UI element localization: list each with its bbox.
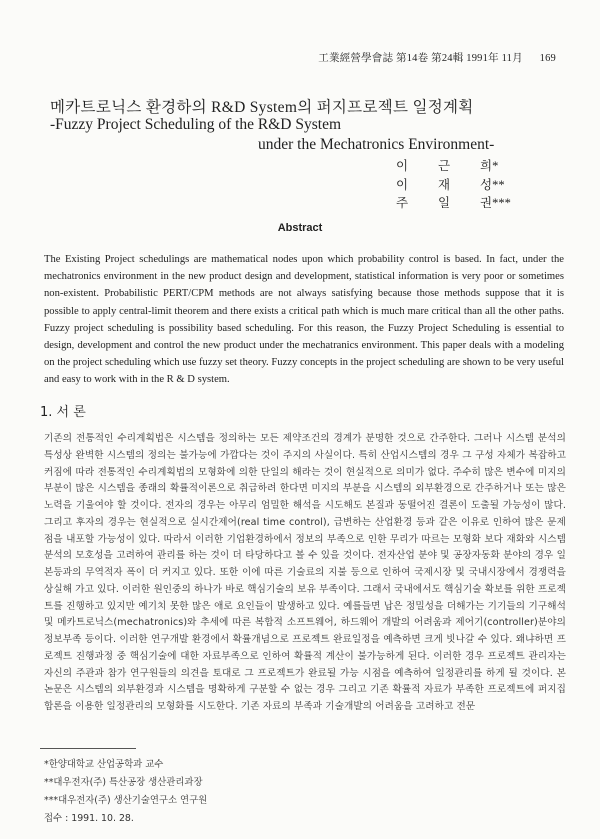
body-paragraph: 기존의 전통적인 수리계획법은 시스템을 정의하는 모든 제약조건의 경계가 분명한 것으로 간주한다. 그러나 시스템 분석의 특성상 완벽한 시스템의 정의는 불가능에 가깝다는 것이 주지의 사실이다. 특히 산업시스템의 경우 그 구성 자체가 복잡하고 커짐에 따라 전통적인 수리계획법의 모형화에 의한 단일의 해라는 것이 현실적으로 의미가 없다. 주수히 많은 변수에 미지의 부분이 많은 시스템을 종래의 확률적이론으로 취급하려 한다면 미지의 부분을 시스템의 외부환경으로 간주하거나 또는 많은 노력을 기울여야 할 것이다. 전자의 경우는 아무리 엄밀한 해석을 시도해도 본질과 동떨어진 결론이 도출될 가능성이 많다. 그리고 후자의 경우는 현실적으로 실시간제어(real time control), 급변하는 산업환경 등과 같은 이유로 인하여 많은 문제점을 내포할 가능성이 있다. 따라서 이러한 기업환경하에서 정보의 부족으로 인한 무리가 따르는 모형화 보다 재화와 시스템분석의 모호성을 고려하여 관리를 하는 것이 더 타당하다고 볼 수 있을 것이다. 전자산업 분야 및 공장자동화 분야의 경우 일본등과의 무역적자 폭이 더 커지고 있다. 또한 이에 따른 기술료의 지불 등으로 인하여 국제시장 및 국내시장에서 경쟁력을 상실해 가고 있다. 이러한 원인중의 하나가 바로 핵심기술의 보유 부족이다. 그래서 국내에서도 핵심기술 확보를 위한 프로젝트를 진행하고 있지만 예기치 못한 많은 애로 요인들이 발생하고 있다. 예를들면 납은 정밀성을 더해가는 기기들의 기구해석 및 메카트로닉스(mechatronics)와 추세에 따른 복합적 소프트웨어, 하드웨어 개발의 어려움과 제어기(controller)분야의 정보부족 등이다. 이러한 연구개발 환경에서 확률개념으로 프로젝트 완료일정을 예측하면 크게 빗나갈 수 있다. 왜냐하면 프로젝트 진행과정 중 핵심기술에 대한 자료부족으로 인하여 확률적 계산이 불가능하게 된다. 이러한 경우 프로젝트 관리자는 자신의 주관과 참가 연구원들의 의견을 토대로 그 프로젝트가 완료될 가능 시점을 예측하여 일정관리를 하게 될 것이다. 본 논문은 시스템의 외부환경과 시스템을 명확하게 구분할 수 없는 경우 그리고 기존 확률적 자료가 부족한 프로젝트에 퍼지집합론을 이용한 일정관리의 모형화를 시도한다. 기존 자료의 부족과 기술개발의 어려움을 고려하고 전문 xyxy=(44,433,566,712)
author-2: 이 재 성** xyxy=(396,178,505,192)
footnote-2: **대우전자(주) 특산공장 생산관리과장 xyxy=(44,777,203,788)
running-header xyxy=(318,50,556,65)
author-1: 이 근 희* xyxy=(396,159,499,173)
title-english-line2: under the Mechatronics Environment- xyxy=(258,136,495,153)
received-date: 접수 : 1991. 10. 28. xyxy=(44,813,134,824)
abstract-heading: Abstract xyxy=(277,222,323,234)
title-english-line1: -Fuzzy Project Scheduling of the R&D System xyxy=(50,116,342,133)
journal-info: 工業經營學會誌 第14卷 第24輯 1991年 11月 xyxy=(318,53,523,64)
footnote-3: ***대우전자(주) 생산기술연구소 연구원 xyxy=(44,795,208,806)
title-korean: 메카트로닉스 환경하의 R&D System의 퍼지프로젝트 일정계획 xyxy=(50,99,474,116)
footnote-1: *한양대학교 산업공학과 교수 xyxy=(44,759,164,770)
section-title: 서 론 xyxy=(56,405,86,420)
page-number: 169 xyxy=(539,53,556,64)
section-heading xyxy=(40,401,86,420)
author-3: 주 일 권*** xyxy=(396,196,511,210)
footnote-divider xyxy=(40,748,136,749)
abstract-text: The Existing Project schedulings are mathematical nodes upon which probability control is based. In fact, under the mechatronics environment in the new product design and development, statistical information is very poor or sometimes non-existent. Probabilistic PERT/CPM methods are not always satisfying because those methods suppose that it is possible to apply central-limit theorem and there exists a critical path which is much mare critical than all the other paths. Fuzzy project scheduling is possibility based scheduling. For this reason, the Fuzzy Project Scheduling is essential to design, development and control the new product under the mechatranics environment. This paper deals with a modeling on the project scheduling which use fuzzy set theory. Fuzzy concepts in the project scheduling are shown to be very useful and easy to work with in the R & D system. xyxy=(44,254,564,386)
section-number: 1. xyxy=(40,405,53,420)
